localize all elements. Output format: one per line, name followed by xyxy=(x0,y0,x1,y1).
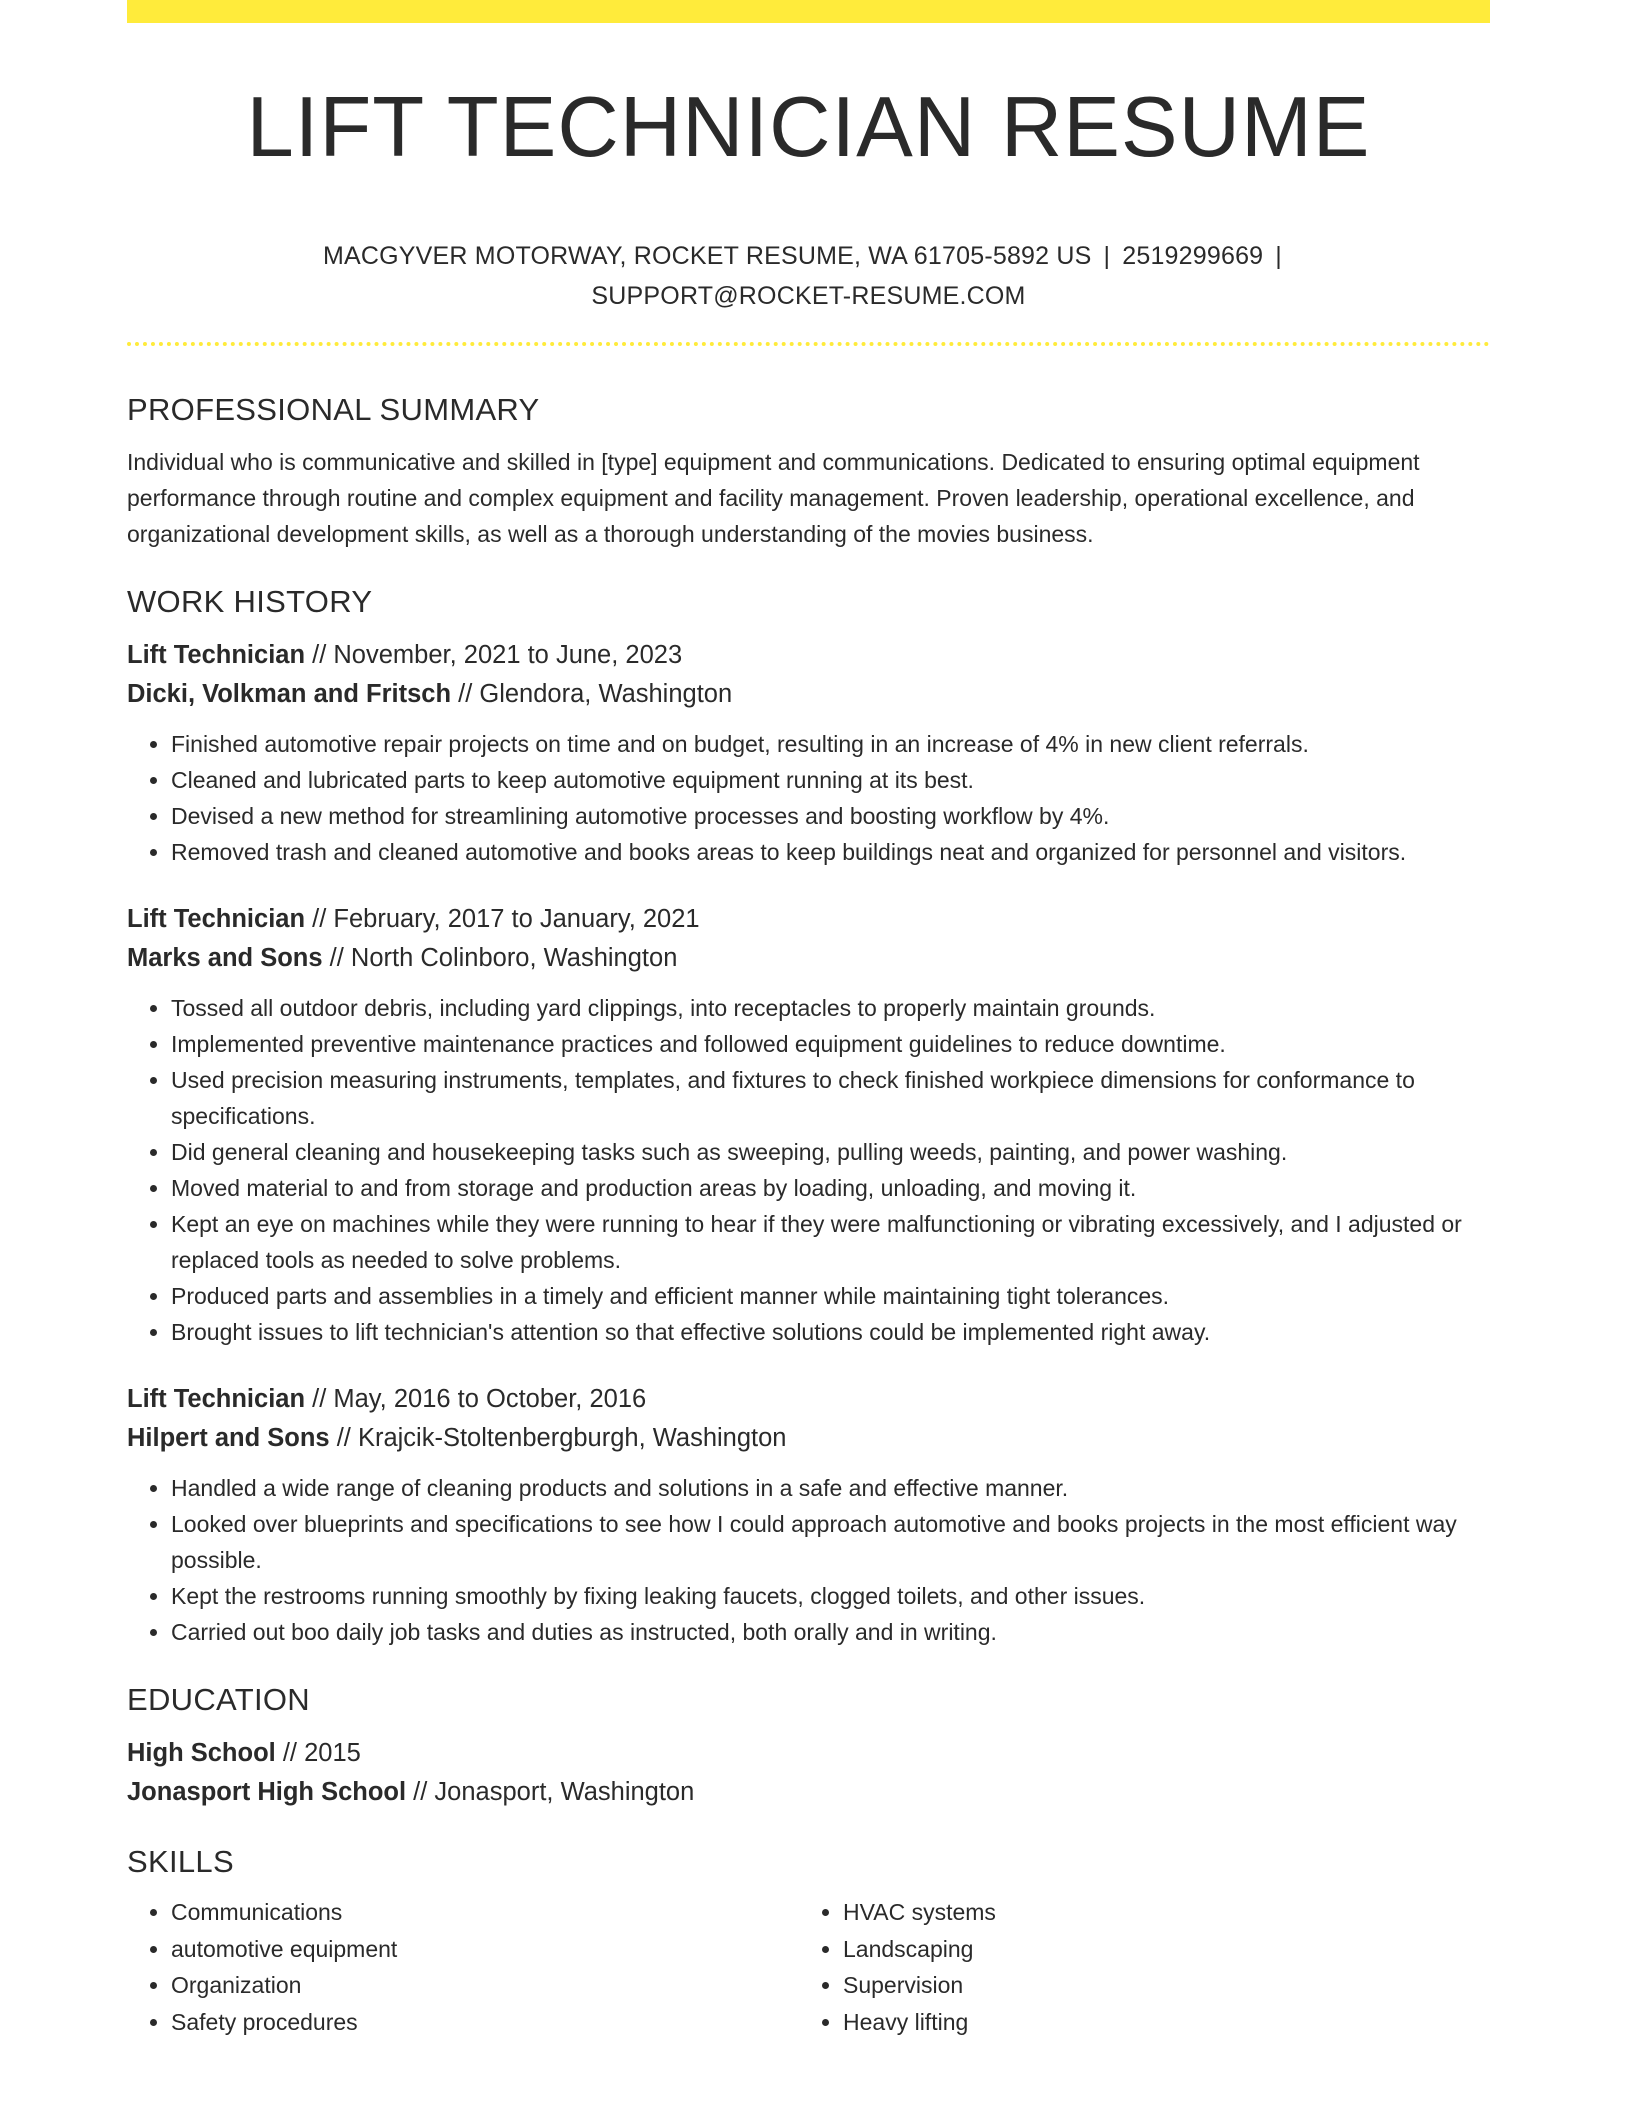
skill-item: • Communications xyxy=(171,1894,799,1931)
list-item: • Did general cleaning and housekeeping tasks such as sweeping, pulling weeds, painting, and power washing. xyxy=(171,1134,1490,1170)
job-title: Lift Technician xyxy=(127,905,306,933)
skill-item: • HVAC systems xyxy=(843,1894,1471,1931)
list-item: • Carried out boo daily job tasks and duties as instructed, both orally and in writing. xyxy=(171,1614,1490,1650)
skills-section xyxy=(127,1840,1490,2040)
job-title: Lift Technician xyxy=(127,641,306,669)
skill-item: • Safety procedures xyxy=(171,2004,799,2041)
job-company: Hilpert and Sons xyxy=(127,1424,330,1452)
job-bullets xyxy=(127,1470,1490,1650)
job-company-line xyxy=(127,675,1490,714)
accent-bar xyxy=(127,0,1490,23)
list-item: • Handled a wide range of cleaning products and solutions in a safe and effective manner. xyxy=(171,1470,1490,1506)
job-entry xyxy=(127,636,1490,870)
job-title-line xyxy=(127,900,1490,939)
school-name: Jonasport High School xyxy=(127,1778,407,1806)
job-location: // Krajcik-Stoltenbergburgh, Washington xyxy=(329,1424,787,1452)
degree-line xyxy=(127,1734,1490,1773)
skills-grid xyxy=(127,1894,1490,2040)
education-entry xyxy=(127,1734,1490,1812)
list-item: • Produced parts and assemblies in a timely and efficient manner while maintaining tight tolerances. xyxy=(171,1278,1490,1314)
list-item: • Looked over blueprints and specifications to see how I could approach automotive and books projects in the most efficient way possible. xyxy=(171,1506,1490,1578)
resume-content xyxy=(127,388,1490,2040)
skill-item: • Landscaping xyxy=(843,1931,1471,1968)
job-dates: // May, 2016 to October, 2016 xyxy=(305,1385,647,1413)
list-item: • Used precision measuring instruments, templates, and fixtures to check finished workpiece dimensions for conformance to specifications. xyxy=(171,1062,1490,1134)
job-company: Dicki, Volkman and Fritsch xyxy=(127,680,452,708)
summary-heading: PROFESSIONAL SUMMARY xyxy=(127,392,540,427)
job-bullets xyxy=(127,990,1490,1350)
summary-section xyxy=(127,388,1490,552)
job-title: Lift Technician xyxy=(127,1385,306,1413)
job-location: // Glendora, Washington xyxy=(451,680,733,708)
list-item: • Brought issues to lift technician's attention so that effective solutions could be implemented right away. xyxy=(171,1314,1490,1350)
skills-column-left xyxy=(127,1894,799,2040)
skills-column-right xyxy=(799,1894,1471,2040)
skill-item: • automotive equipment xyxy=(171,1931,799,1968)
skills-heading: SKILLS xyxy=(127,1844,234,1879)
separator: | xyxy=(1275,242,1282,270)
graduation-year: // 2015 xyxy=(275,1739,361,1767)
job-bullets xyxy=(127,726,1490,870)
phone: 2519299669 xyxy=(1122,242,1264,270)
education-heading: EDUCATION xyxy=(127,1682,310,1717)
job-company-line xyxy=(127,939,1490,978)
list-item: • Finished automotive repair projects on time and on budget, resulting in an increase of 4% in new client referrals. xyxy=(171,726,1490,762)
work-history-heading: WORK HISTORY xyxy=(127,584,373,619)
list-item: • Kept an eye on machines while they were running to hear if they were malfunctioning or vibrating excessively, and I adjusted or replaced tools as needed to solve problems. xyxy=(171,1206,1490,1278)
address: MACGYVER MOTORWAY, ROCKET RESUME, WA 61705-5892 US xyxy=(322,242,1092,270)
skill-item: • Heavy lifting xyxy=(843,2004,1471,2041)
job-company: Marks and Sons xyxy=(127,944,323,972)
job-dates: // November, 2021 to June, 2023 xyxy=(305,641,683,669)
list-item: • Kept the restrooms running smoothly by fixing leaking faucets, clogged toilets, and other issues. xyxy=(171,1578,1490,1614)
summary-text: Individual who is communicative and skilled in [type] equipment and communications. Dedicated to ensuring optimal equipment performance through routine and complex equipment and facility management. Proven leadership, operational excellence, and organizational development skills, as well as a thorough understanding of the movies business. xyxy=(127,449,1420,547)
work-history-section xyxy=(127,580,1490,1650)
list-item: • Devised a new method for streamlining automotive processes and boosting workflow by 4%. xyxy=(171,798,1490,834)
separator: | xyxy=(1103,242,1111,270)
list-item: • Moved material to and from storage and production areas by loading, unloading, and moving it. xyxy=(171,1170,1490,1206)
school-location: // Jonasport, Washington xyxy=(406,1778,695,1806)
job-entry xyxy=(127,900,1490,1350)
list-item: • Removed trash and cleaned automotive and books areas to keep buildings neat and organized for personnel and visitors. xyxy=(171,834,1490,870)
list-item: • Implemented preventive maintenance practices and followed equipment guidelines to reduce downtime. xyxy=(171,1026,1490,1062)
job-title-line xyxy=(127,1380,1490,1419)
school-line xyxy=(127,1773,1490,1812)
job-dates: // February, 2017 to January, 2021 xyxy=(305,905,700,933)
list-item: • Tossed all outdoor debris, including yard clippings, into receptacles to properly maintain grounds. xyxy=(171,990,1490,1026)
email: SUPPORT@ROCKET-RESUME.COM xyxy=(591,282,1026,310)
job-entry xyxy=(127,1380,1490,1650)
skill-item: • Organization xyxy=(171,1967,799,2004)
divider xyxy=(127,342,1490,346)
list-item: • Cleaned and lubricated parts to keep automotive equipment running at its best. xyxy=(171,762,1490,798)
education-section xyxy=(127,1678,1490,1812)
degree: High School xyxy=(127,1739,276,1767)
job-location: // North Colinboro, Washington xyxy=(322,944,678,972)
contact-info xyxy=(127,236,1490,316)
job-title-line xyxy=(127,636,1490,675)
page-title: LIFT TECHNICIAN RESUME xyxy=(246,80,1371,175)
job-company-line xyxy=(127,1419,1490,1458)
skill-item: • Supervision xyxy=(843,1967,1471,2004)
